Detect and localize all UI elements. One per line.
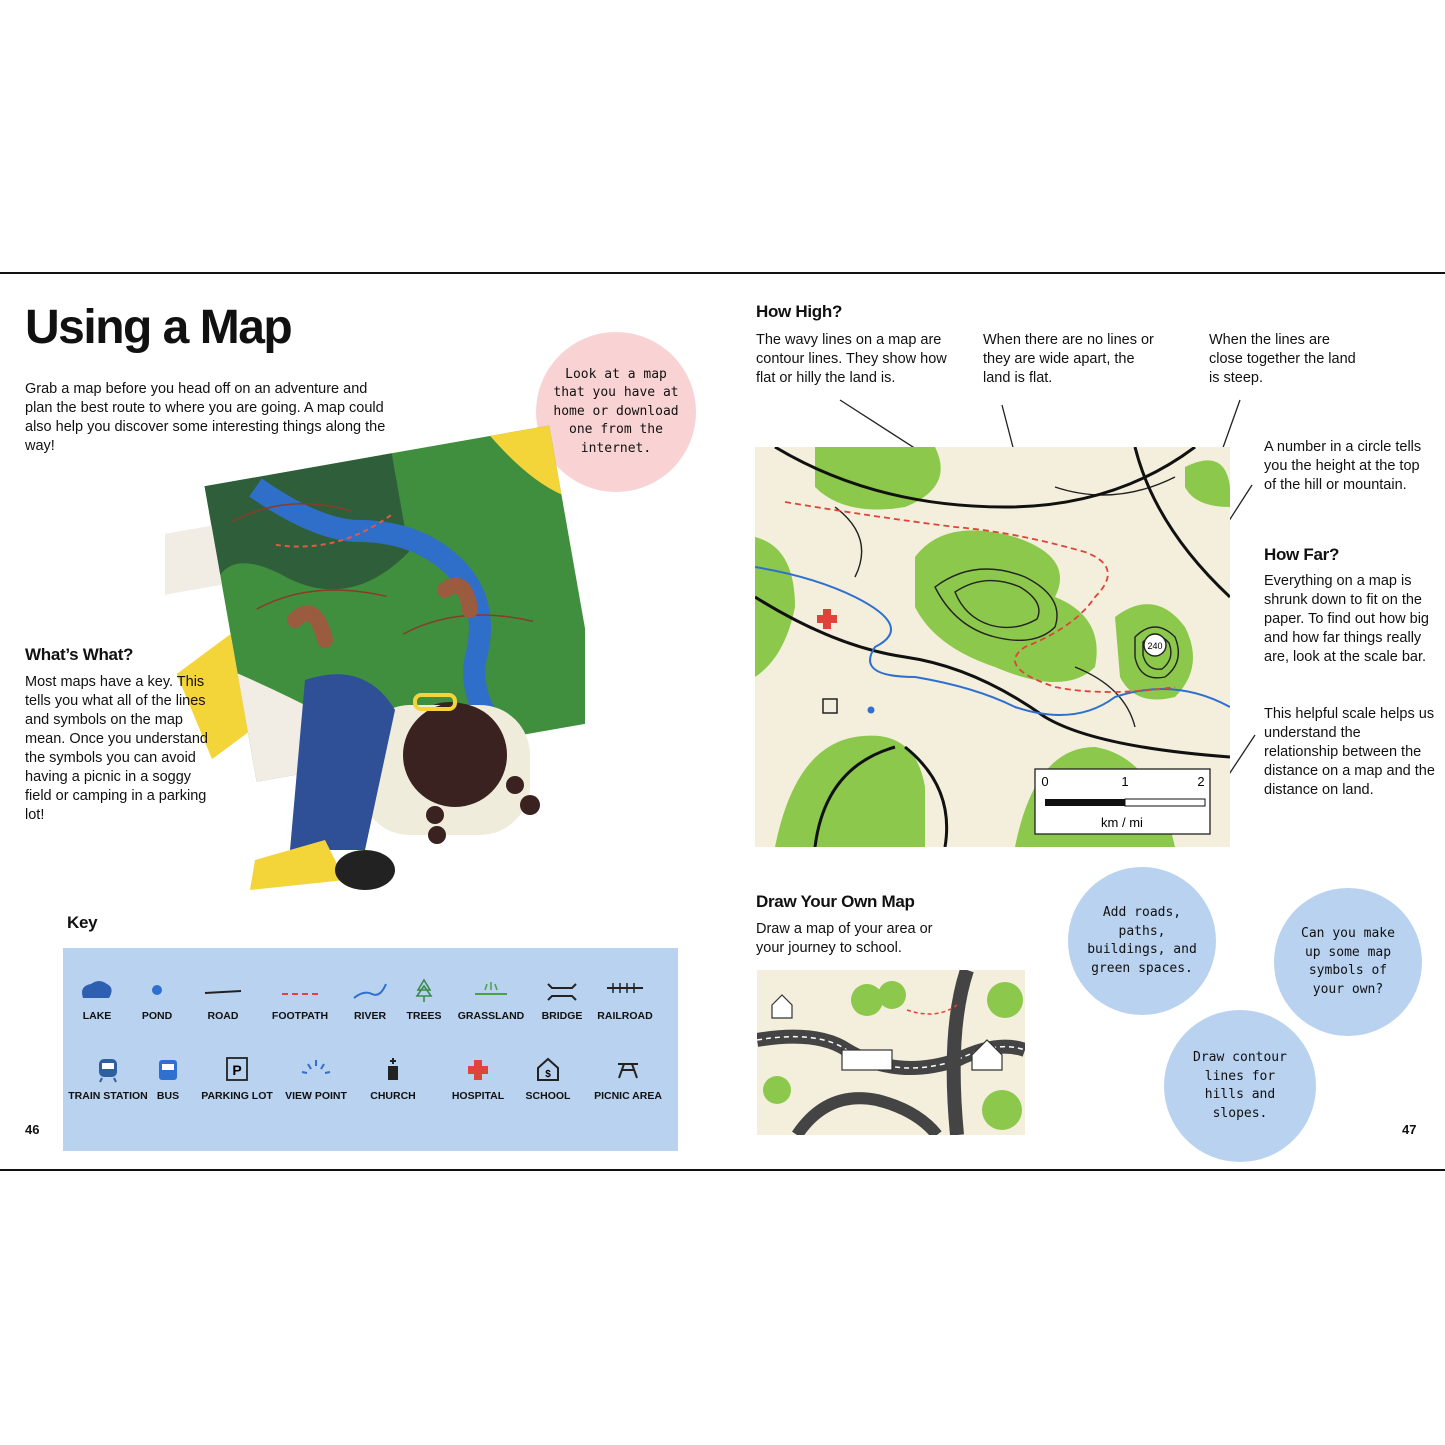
key-parking-lot: P PARKING LOT <box>194 1056 280 1103</box>
svg-text:$: $ <box>545 1069 551 1080</box>
bottom-border <box>0 1169 1445 1171</box>
grassland-icon <box>471 978 511 1004</box>
bubble-add-roads: Add roads, paths, buildings, and green spaces. <box>1068 867 1216 1015</box>
how-high-heading: How High? <box>756 302 843 321</box>
how-far-text: Everything on a map is shrunk down to fit on the paper. To find out how big and how far things really are, look at the scale bar. <box>1264 573 1429 665</box>
key-view-point: VIEW POINT <box>273 1056 359 1103</box>
picnic-icon <box>608 1056 648 1084</box>
braid-left-2 <box>428 826 446 844</box>
key-bus: BUS <box>125 1056 211 1103</box>
key-river: RIVER <box>327 978 413 1023</box>
key-picnic-area: PICNIC AREA <box>585 1056 671 1103</box>
scale-bar-black <box>1045 799 1125 806</box>
tree-icon <box>404 978 444 1004</box>
page-title: Using a Map <box>25 301 292 354</box>
lake-icon <box>77 978 117 1004</box>
key-lake: LAKE <box>54 978 140 1023</box>
train-icon <box>88 1056 128 1084</box>
road-icon <box>203 978 243 1004</box>
girl-reading-map-illustration <box>165 410 585 920</box>
scale-tick-2: 2 <box>1197 774 1205 789</box>
railroad-icon <box>605 978 645 1004</box>
hospital-icon <box>458 1056 498 1084</box>
scale-tick-1: 1 <box>1121 774 1129 789</box>
how-high-col3: When the lines are close together the land is steep. <box>1209 332 1356 386</box>
how-high-col2: When there are no lines or they are wide apart, the land is flat. <box>983 332 1154 386</box>
tip-bubble-text: Look at a map that you have at home or download one from the internet. <box>553 366 679 456</box>
page-number-right: 47 <box>1402 1122 1417 1137</box>
summit-circle-note: A number in a circle tells you the height at the top of the hill or mountain. <box>1264 439 1422 493</box>
bridge-icon <box>542 978 582 1004</box>
bubble-make-symbols: Can you make up some map symbols of your own? <box>1274 888 1422 1036</box>
key-school: $ SCHOOL <box>505 1056 591 1103</box>
scale-bar <box>1035 769 1210 834</box>
key-train-station: TRAIN STATION <box>65 1056 151 1103</box>
top-border <box>0 272 1445 274</box>
how-far-heading: How Far? <box>1264 545 1340 564</box>
bubble-draw-contours: Draw contour lines for hills and slopes. <box>1164 1010 1316 1162</box>
key-church: CHURCH <box>350 1056 436 1103</box>
key-trees: TREES <box>381 978 467 1023</box>
key-pond: POND <box>114 978 200 1023</box>
girl-shoe-dark <box>335 850 395 890</box>
whats-what-heading: What’s What? <box>25 645 134 664</box>
key-bridge: BRIDGE <box>519 978 605 1023</box>
svg-text:P: P <box>232 1062 242 1078</box>
page-number-left: 46 <box>25 1122 40 1137</box>
hand-drawn-map-illustration <box>757 970 1025 1135</box>
scale-note: This helpful scale helps us understand the relationship between the distance on a map and the distance on land. <box>1264 706 1435 798</box>
pond-symbol <box>868 707 875 714</box>
key-footpath: FOOTPATH <box>257 978 343 1023</box>
intro-text: Grab a map before you head off on an adventure and plan the best route to where you are going. A map could also help you discover some interesting things along the way! <box>25 381 386 454</box>
bus-icon <box>148 1056 188 1084</box>
contour-map <box>755 447 1230 847</box>
girl-hair <box>403 703 507 807</box>
whats-what-text: Most maps have a key. This tells you what all of the lines and symbols on the map mean. Once you understand the symbols you can avoid having a picnic in a soggy field or camping in a parking lot! <box>25 674 208 823</box>
key-grassland: GRASSLAND <box>448 978 534 1023</box>
braid-right-2 <box>520 795 540 815</box>
draw-own-heading: Draw Your Own Map <box>756 892 915 911</box>
church-icon <box>373 1056 413 1084</box>
scale-bar-white <box>1125 799 1205 806</box>
braid-right-1 <box>506 776 524 794</box>
scale-unit: km / mi <box>1101 815 1143 830</box>
how-high-col1: The wavy lines on a map are contour lines. They show how flat or hilly the land is. <box>756 332 947 386</box>
map-key-panel <box>63 948 678 1151</box>
viewpoint-icon <box>296 1056 336 1084</box>
braid-left-1 <box>426 806 444 824</box>
summit-height: 240 <box>1147 641 1163 651</box>
school-icon <box>528 1056 568 1084</box>
parking-icon <box>217 1056 257 1084</box>
pond-icon <box>137 978 177 1004</box>
key-railroad: RAILROAD <box>582 978 668 1023</box>
key-hospital: HOSPITAL <box>435 1056 521 1103</box>
key-road: ROAD <box>180 978 266 1023</box>
scale-tick-0: 0 <box>1041 774 1049 789</box>
key-heading: Key <box>67 913 98 932</box>
draw-own-text: Draw a map of your area or your journey to school. <box>756 921 933 956</box>
footpath-icon <box>280 978 320 1004</box>
